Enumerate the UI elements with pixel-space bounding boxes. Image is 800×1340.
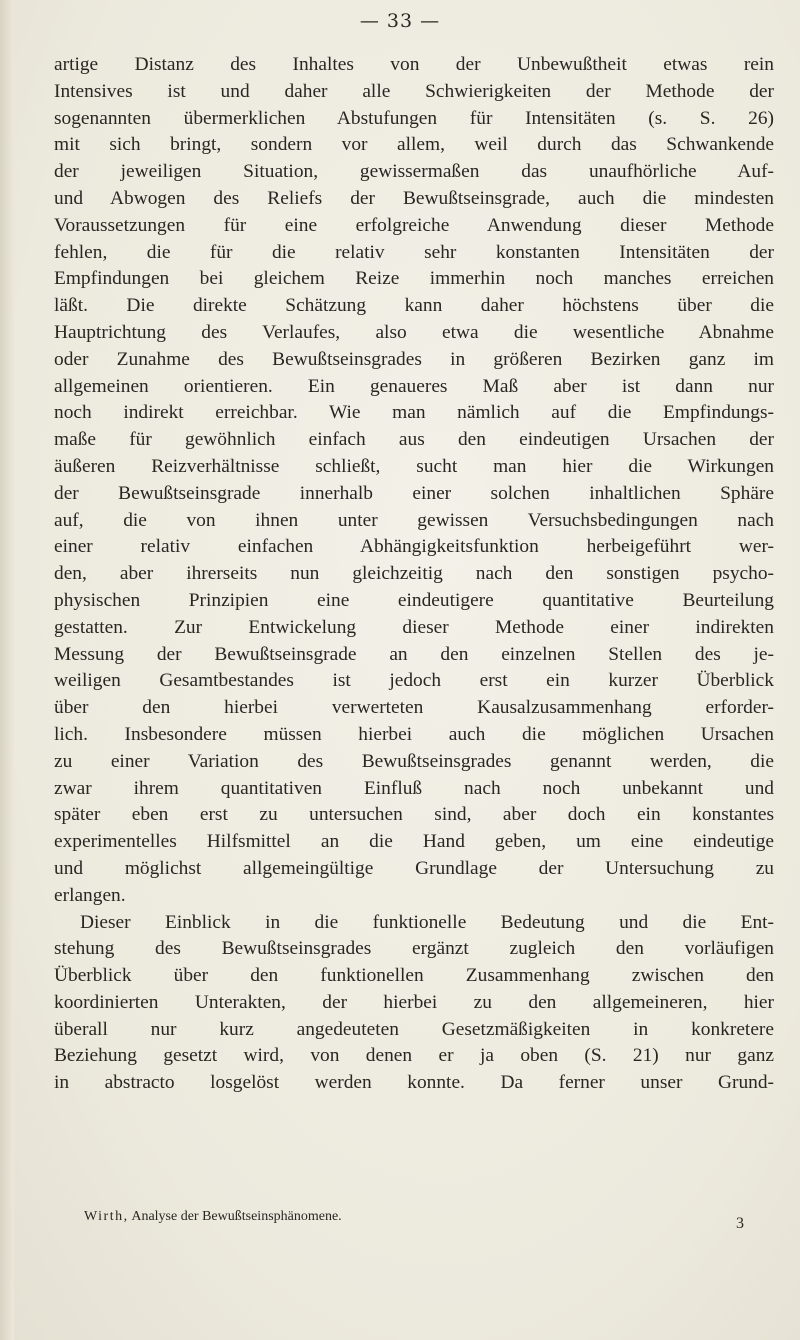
text-line: in abstracto losgelöst werden konnte. Da ferner unser Grund- [54, 1072, 774, 1094]
text-line: zu einer Variation des Bewußtseinsgrades genannt werden, die [54, 750, 774, 772]
page-gutter-shadow [0, 0, 14, 1340]
text-line: über den hierbei verwerteten Kausalzusammenhang erforder- [54, 697, 774, 719]
text-line: gestatten. Zur Entwickelung dieser Methode einer indirekten [54, 616, 774, 638]
signature-mark: 3 [736, 1215, 744, 1232]
text-line: koordinierten Unterakten, der hierbei zu den allgemeineren, hier [54, 991, 774, 1013]
text-line: Intensives ist und daher alle Schwierigkeiten der Methode der [54, 80, 774, 102]
footer-citation [84, 1209, 342, 1233]
text-line: sogenannten übermerklichen Abstufungen für Intensitäten (s. S. 26) [54, 107, 774, 129]
text-line: Voraussetzungen für eine erfolgreiche Anwendung dieser Methode [54, 214, 774, 236]
text-line: fehlen, die für die relativ sehr konstanten Intensitäten der [54, 241, 774, 263]
text-line: den, aber ihrerseits nun gleichzeitig nach den sonstigen psycho- [54, 563, 774, 585]
text-line: mit sich bringt, sondern vor allem, weil durch das Schwankende [54, 134, 774, 156]
text-line: stehung des Bewußtseinsgrades ergänzt zugleich den vorläufigen [54, 938, 774, 960]
text-line: Überblick über den funktionellen Zusammenhang zwischen den [54, 965, 774, 987]
text-line: Hauptrichtung des Verlaufes, also etwa die wesentliche Abnahme [54, 321, 774, 343]
text-line: maße für gewöhnlich einfach aus den eindeutigen Ursachen der [54, 429, 774, 451]
text-line: später eben erst zu untersuchen sind, aber doch ein konstantes [54, 804, 774, 826]
text-line: weiligen Gesamtbestandes ist jedoch erst ein kurzer Überblick [54, 670, 774, 692]
text-line: artige Distanz des Inhaltes von der Unbewußtheit etwas rein [54, 54, 774, 75]
footer-title: Analyse der Bewußtseinsphänomene. [131, 1209, 342, 1224]
text-line: zwar ihrem quantitativen Einfluß nach noch unbekannt und [54, 777, 774, 799]
text-line: erlangen. [54, 884, 126, 906]
text-line: Beziehung gesetzt wird, von denen er ja oben (S. 21) nur ganz [54, 1045, 774, 1067]
text-line: Dieser Einblick in die funktionelle Bedeutung und die Ent- [80, 911, 774, 933]
text-line: einer relativ einfachen Abhängigkeitsfunktion herbeigeführt wer- [54, 536, 774, 558]
text-line: läßt. Die direkte Schätzung kann daher höchstens über die [54, 295, 774, 317]
text-line: überall nur kurz angedeuteten Gesetzmäßigkeiten in konkretere [54, 1018, 774, 1040]
footer-author: Wirth, [84, 1209, 129, 1224]
text-line: und Abwogen des Reliefs der Bewußtseinsgrade, auch die mindesten [54, 187, 774, 209]
text-line: oder Zunahme des Bewußtseinsgrades in größeren Bezirken ganz im [54, 348, 774, 370]
text-line: Messung der Bewußtseinsgrade an den einzelnen Stellen des je- [54, 643, 774, 665]
page-footer [84, 1209, 744, 1233]
text-line: allgemeinen orientieren. Ein genaueres Maß aber ist dann nur [54, 375, 774, 397]
text-line: noch indirekt erreichbar. Wie man nämlich auf die Empfindungs- [54, 402, 774, 424]
text-line: Empfindungen bei gleichem Reize immerhin noch manches erreichen [54, 268, 774, 290]
text-line: experimentelles Hilfsmittel an die Hand geben, um eine eindeutige [54, 831, 774, 853]
text-line: und möglichst allgemeingültige Grundlage der Untersuchung zu [54, 857, 774, 879]
body-text [54, 52, 774, 1097]
text-line: äußeren Reizverhältnisse schließt, sucht man hier die Wirkungen [54, 455, 774, 477]
text-line: lich. Insbesondere müssen hierbei auch die möglichen Ursachen [54, 723, 774, 745]
text-line: physischen Prinzipien eine eindeutigere quantitative Beurteilung [54, 589, 774, 611]
page-number: — 33 — [359, 10, 441, 32]
text-line: der jeweiligen Situation, gewissermaßen das unaufhörliche Auf- [54, 161, 774, 183]
text-line: auf, die von ihnen unter gewissen Versuchsbedingungen nach [54, 509, 774, 531]
text-line: der Bewußtseinsgrade innerhalb einer solchen inhaltlichen Sphäre [54, 482, 774, 504]
